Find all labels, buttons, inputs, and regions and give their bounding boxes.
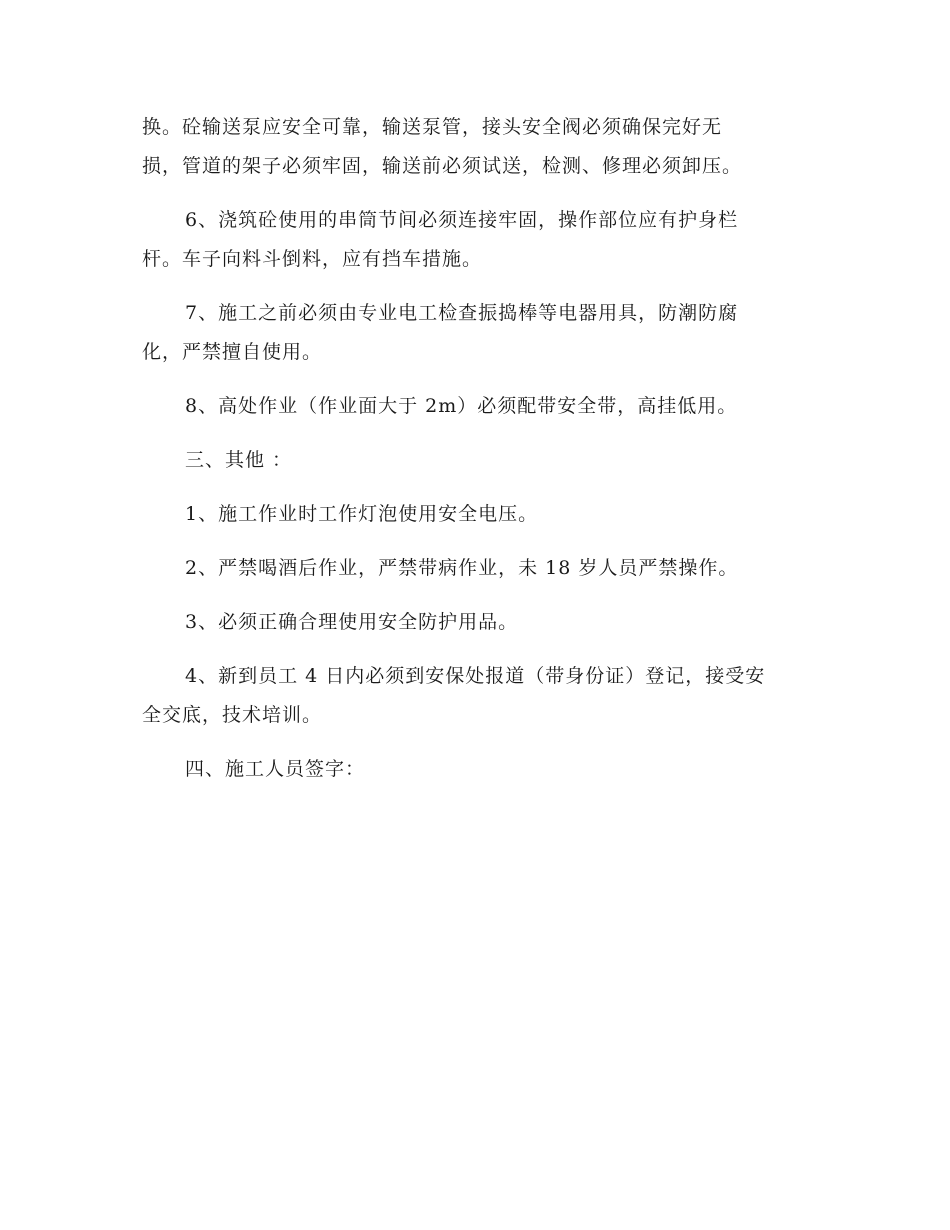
paragraph-line: 损，管道的架子必须牢固，输送前必须试送，检测、修理必须卸压。 bbox=[142, 155, 743, 177]
paragraph-line: 6、浇筑砼使用的串筒节间必须连接牢固，操作部位应有护身栏 bbox=[185, 209, 739, 231]
paragraph-item-8 bbox=[142, 387, 807, 426]
paragraph-other-2 bbox=[142, 549, 807, 588]
paragraph-line: 杆。车子向料斗倒料，应有挡车措施。 bbox=[142, 248, 483, 270]
paragraph-line: 换。砼输送泵应安全可靠，输送泵管，接头安全阀必须确保完好无 bbox=[142, 116, 723, 138]
section-heading-signatures bbox=[142, 750, 807, 789]
paragraph-line: 1、施工作业时工作灯泡使用安全电压。 bbox=[185, 503, 539, 525]
paragraph-line: 2、严禁喝酒后作业，严禁带病作业，未 18 岁人员严禁操作。 bbox=[185, 557, 739, 579]
section-heading-others bbox=[142, 441, 807, 480]
section-heading: 三、其他 ： bbox=[185, 449, 293, 471]
paragraph-item-7 bbox=[142, 294, 807, 372]
document-body bbox=[142, 108, 807, 789]
section-heading: 四、施工人员签字： bbox=[185, 758, 366, 780]
paragraph-line: 3、必须正确合理使用安全防护用品。 bbox=[185, 611, 519, 633]
paragraph-line: 4、新到员工 4 日内必须到安保处报道（带身份证）登记，接受安 bbox=[185, 665, 766, 687]
paragraph-other-3 bbox=[142, 603, 807, 642]
paragraph-other-4 bbox=[142, 657, 807, 735]
paragraph-concrete-pump bbox=[142, 108, 807, 186]
paragraph-item-6 bbox=[142, 201, 807, 279]
paragraph-line: 全交底，技术培训。 bbox=[142, 704, 323, 726]
paragraph-line: 8、高处作业（作业面大于 2m）必须配带安全带，高挂低用。 bbox=[185, 395, 738, 417]
paragraph-other-1 bbox=[142, 495, 807, 534]
paragraph-line: 7、施工之前必须由专业电工检查振捣棒等电器用具，防潮防腐 bbox=[185, 302, 739, 324]
paragraph-line: 化，严禁擅自使用。 bbox=[142, 341, 323, 363]
